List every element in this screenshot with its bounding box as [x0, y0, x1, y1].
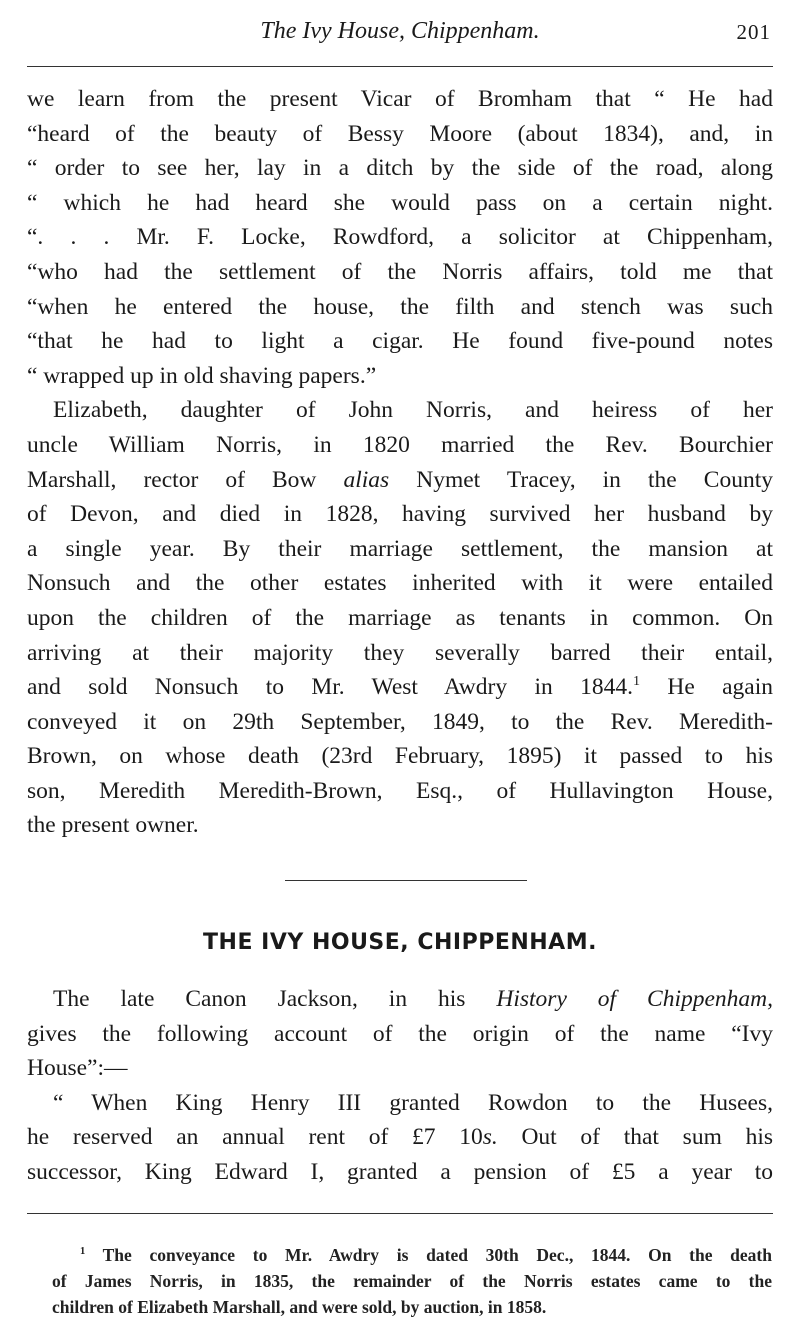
text-line	[27, 151, 773, 186]
text-segment: The conveyance to Mr. Awdry is dated 30th Dec., 1844. On the death	[85, 1245, 772, 1265]
text-line	[27, 359, 773, 394]
text-segment: son, Meredith Meredith-Brown, Esq., of Hullavington House,	[27, 777, 773, 804]
text-line	[27, 739, 773, 774]
footnote-line	[52, 1242, 772, 1268]
text-line	[27, 393, 773, 428]
italic-text: History of Chippenham,	[496, 986, 773, 1012]
text-line	[27, 1155, 773, 1190]
section-heading: THE IVY HOUSE, CHIPPENHAM.	[203, 930, 597, 955]
text-line	[27, 220, 773, 255]
text-segment: a single year. By their marriage settlement, the mansion at	[27, 535, 773, 562]
body-text-section2	[27, 982, 773, 1190]
text-line	[27, 705, 773, 740]
text-line	[27, 566, 773, 601]
section-divider	[285, 880, 527, 881]
text-segment: Elizabeth, daughter of John Norris, and heiress of her	[53, 397, 773, 424]
text-segment: “when he entered the house, the filth and stench was such	[27, 293, 773, 320]
text-segment: he reserved an annual rent of £7 10	[27, 1124, 483, 1151]
text-line	[27, 1086, 773, 1121]
text-segment: uncle William Norris, in 1820 married the Rev. Bourchier	[27, 431, 773, 458]
text-line	[27, 1120, 773, 1155]
text-line	[27, 670, 773, 705]
text-segment: “ wrapped up in old shaving papers.”	[27, 362, 377, 389]
text-line	[27, 1051, 773, 1086]
text-segment: “. . . Mr. F. Locke, Rowdford, a solicitor at Chippenham,	[27, 224, 773, 251]
text-segment: and sold Nonsuch to Mr. West Awdry in 1844.	[27, 674, 633, 701]
text-segment: He again	[640, 674, 773, 701]
text-line	[27, 290, 773, 325]
text-segment: “who had the settlement of the Norris affairs, told me that	[27, 258, 773, 285]
footnote-rule	[27, 1213, 773, 1214]
text-segment: Brown, on whose death (23rd February, 1895) it passed to his	[27, 743, 773, 770]
footnote-line	[52, 1268, 772, 1294]
text-line	[27, 601, 773, 636]
text-segment: Marshall, rector of Bow	[27, 466, 344, 493]
running-head	[27, 16, 773, 52]
italic-text: alias	[343, 466, 390, 493]
text-segment: the present owner.	[27, 812, 199, 839]
text-segment: upon the children of the marriage as tenants in common. On	[27, 604, 773, 631]
italic-text: s.	[482, 1124, 498, 1151]
footnote-line	[52, 1294, 772, 1320]
header-rule	[27, 66, 773, 67]
text-segment: Out of that sum his	[497, 1124, 773, 1151]
text-segment: conveyed it on 29th September, 1849, to the Rev. Meredith-	[27, 708, 773, 735]
text-line	[27, 497, 773, 532]
text-segment: children of Elizabeth Marshall, and were sold, by auction, in 1858.	[52, 1297, 547, 1317]
text-line	[27, 774, 773, 809]
text-line	[27, 1017, 773, 1052]
text-line	[27, 808, 773, 843]
text-line	[27, 428, 773, 463]
footnote-marker: 1	[632, 673, 640, 690]
text-segment: of James Norris, in 1835, the remainder of the Norris estates came to the	[52, 1271, 772, 1291]
body-text-section1	[27, 82, 773, 843]
text-segment: of Devon, and died in 1828, having survived her husband by	[27, 501, 773, 528]
running-title: The Ivy House, Chippenham.	[260, 18, 540, 44]
text-segment: gives the following account of the origin of the name “Ivy	[27, 1020, 773, 1047]
page-number: 201	[736, 20, 771, 44]
text-line	[27, 117, 773, 152]
text-line	[27, 324, 773, 359]
text-segment: Nymet Tracey, in the County	[389, 466, 773, 493]
text-segment: “that he had to light a cigar. He found five-pound notes	[27, 328, 773, 355]
text-line	[27, 636, 773, 671]
text-line	[27, 982, 773, 1017]
text-segment: we learn from the present Vicar of Bromham that “ He had	[27, 86, 773, 112]
text-line	[27, 82, 773, 117]
text-line	[27, 255, 773, 290]
footnote-marker: 1	[80, 1246, 86, 1258]
text-segment: “heard of the beauty of Bessy Moore (about 1834), and, in	[27, 120, 773, 147]
text-segment: successor, King Edward I, granted a pension of £5 a year to	[27, 1158, 773, 1185]
text-line	[27, 186, 773, 221]
text-segment: The late Canon Jackson, in his	[53, 986, 497, 1012]
text-segment: “ When King Henry III granted Rowdon to the Husees,	[53, 1089, 773, 1116]
text-segment: arriving at their majority they severally barred their entail,	[27, 639, 773, 666]
text-segment: Nonsuch and the other estates inherited with it were entailed	[27, 570, 773, 597]
footnote	[52, 1242, 772, 1320]
text-segment: House”:—	[27, 1055, 128, 1082]
text-line	[27, 463, 773, 498]
text-segment: “ which he had heard she would pass on a certain night.	[27, 189, 773, 216]
text-line	[27, 532, 773, 567]
text-segment: “ order to see her, lay in a ditch by the side of the road, along	[27, 155, 773, 182]
